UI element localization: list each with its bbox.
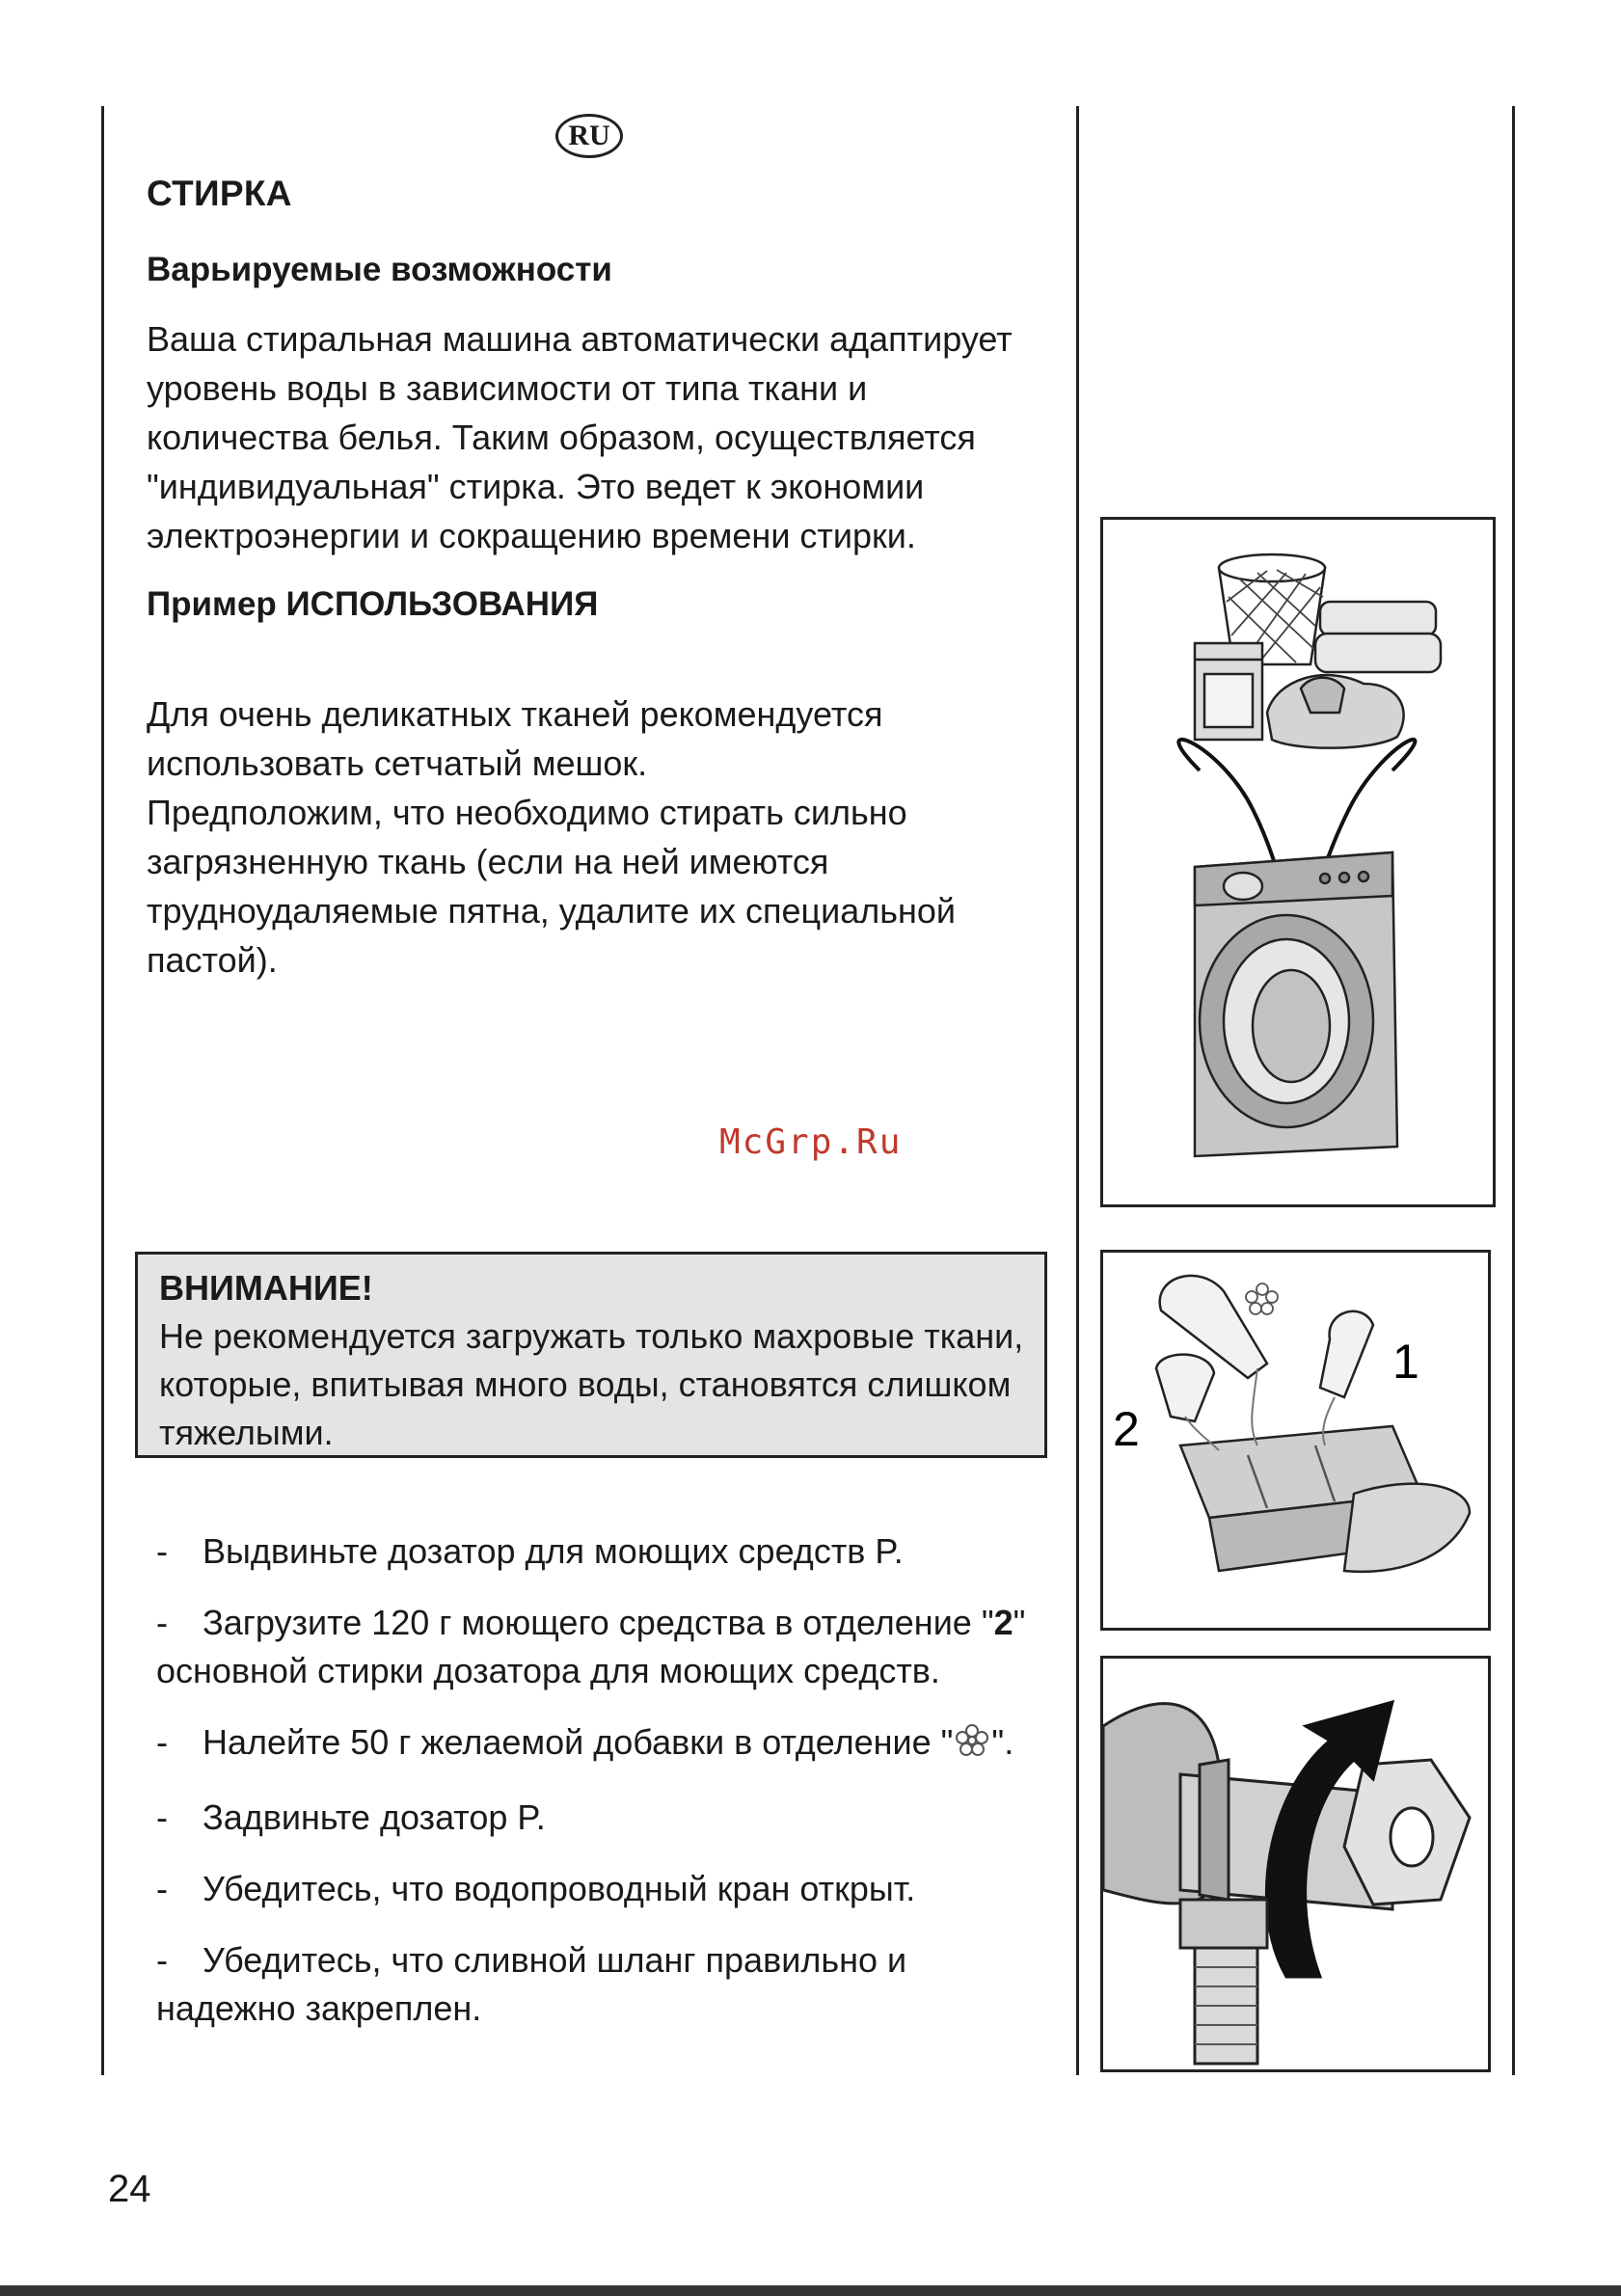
softener-flower-icon [1246,1283,1278,1314]
folded-towels-icon [1315,602,1441,672]
measuring-cup-icon [1320,1311,1373,1397]
step-item: - Убедитесь, что водопроводный кран открыт. [156,1869,916,1908]
instruction-steps [156,1527,1053,2056]
detergent-box-icon [1195,643,1262,740]
compartment-label-2: 2 [1113,1402,1140,1456]
tap-valve-nut-icon [1344,1760,1470,1904]
column-divider-line [1076,106,1079,2075]
step-item: - Убедитесь, что сливной шланг правильно и надежно закреплен. [156,1940,907,2028]
usage-example-text-2: Предположим, что необходимо стирать сильно загрязненную ткань (если на ней имеются трудноудаляемые пятна, удалите их специальной пастой). [147,793,957,980]
warning-box [135,1252,1047,1458]
figure-detergent-dispenser [1100,1250,1491,1631]
watermark: McGrp.Ru [719,1122,903,1162]
usage-example-heading: Пример ИСПОЛЬЗОВАНИЯ [147,585,599,623]
left-margin-line [101,106,104,2075]
figure-water-tap [1100,1656,1491,2072]
warning-text: Не рекомендуется загружать только махровые ткани, которые, впитывая много воды, становятся слишком тяжелыми. [159,1316,1024,1452]
warning-title: ВНИМАНИЕ! [159,1268,373,1308]
liquid-bottle-icon [1156,1276,1267,1421]
water-tap-illustration [1103,1659,1488,2069]
main-text-column [147,174,1043,1010]
bottom-edge-bar [0,2285,1621,2296]
step-item: - Выдвиньте дозатор для моющих средств P. [156,1531,904,1571]
page-number: 24 [108,2168,151,2210]
flower-icon [953,1722,991,1770]
right-margin-line [1512,106,1515,2075]
compartment-number: 2 [993,1603,1013,1642]
compartment-label-1: 1 [1392,1335,1419,1389]
section-title: СТИРКА [147,174,292,213]
step-item: - Загрузите 120 г моющего средства в отделение "2" основной стирки дозатора для моющих средств. [156,1603,1026,1690]
hose-connector-icon [1180,1900,1267,2064]
laundry-washer-illustration [1103,520,1493,1204]
variable-options-text: Ваша стиральная машина автоматически адаптирует уровень воды в зависимости от типа ткани и количества белья. Таким образом, осуществляется "индивидуальная" стирка. Это ведет к экономии электроэнергии и сокращению времени стирки. [147,319,1013,555]
step-item: - Задвиньте дозатор P. [156,1797,546,1837]
washing-machine-icon [1195,852,1397,1156]
language-badge: RU [555,114,623,158]
usage-example-text-1: Для очень деликатных тканей рекомендуется использовать сетчатый мешок. [147,694,883,783]
variable-options-heading: Варьируемые возможности [147,251,612,288]
figure-laundry-loading [1100,517,1496,1207]
step-item: - Налейте 50 г желаемой добавки в отделение " ". [156,1718,1053,1770]
dispenser-illustration [1103,1253,1488,1628]
clothes-pile-icon [1267,675,1404,748]
dispenser-drawer-icon [1180,1426,1470,1572]
